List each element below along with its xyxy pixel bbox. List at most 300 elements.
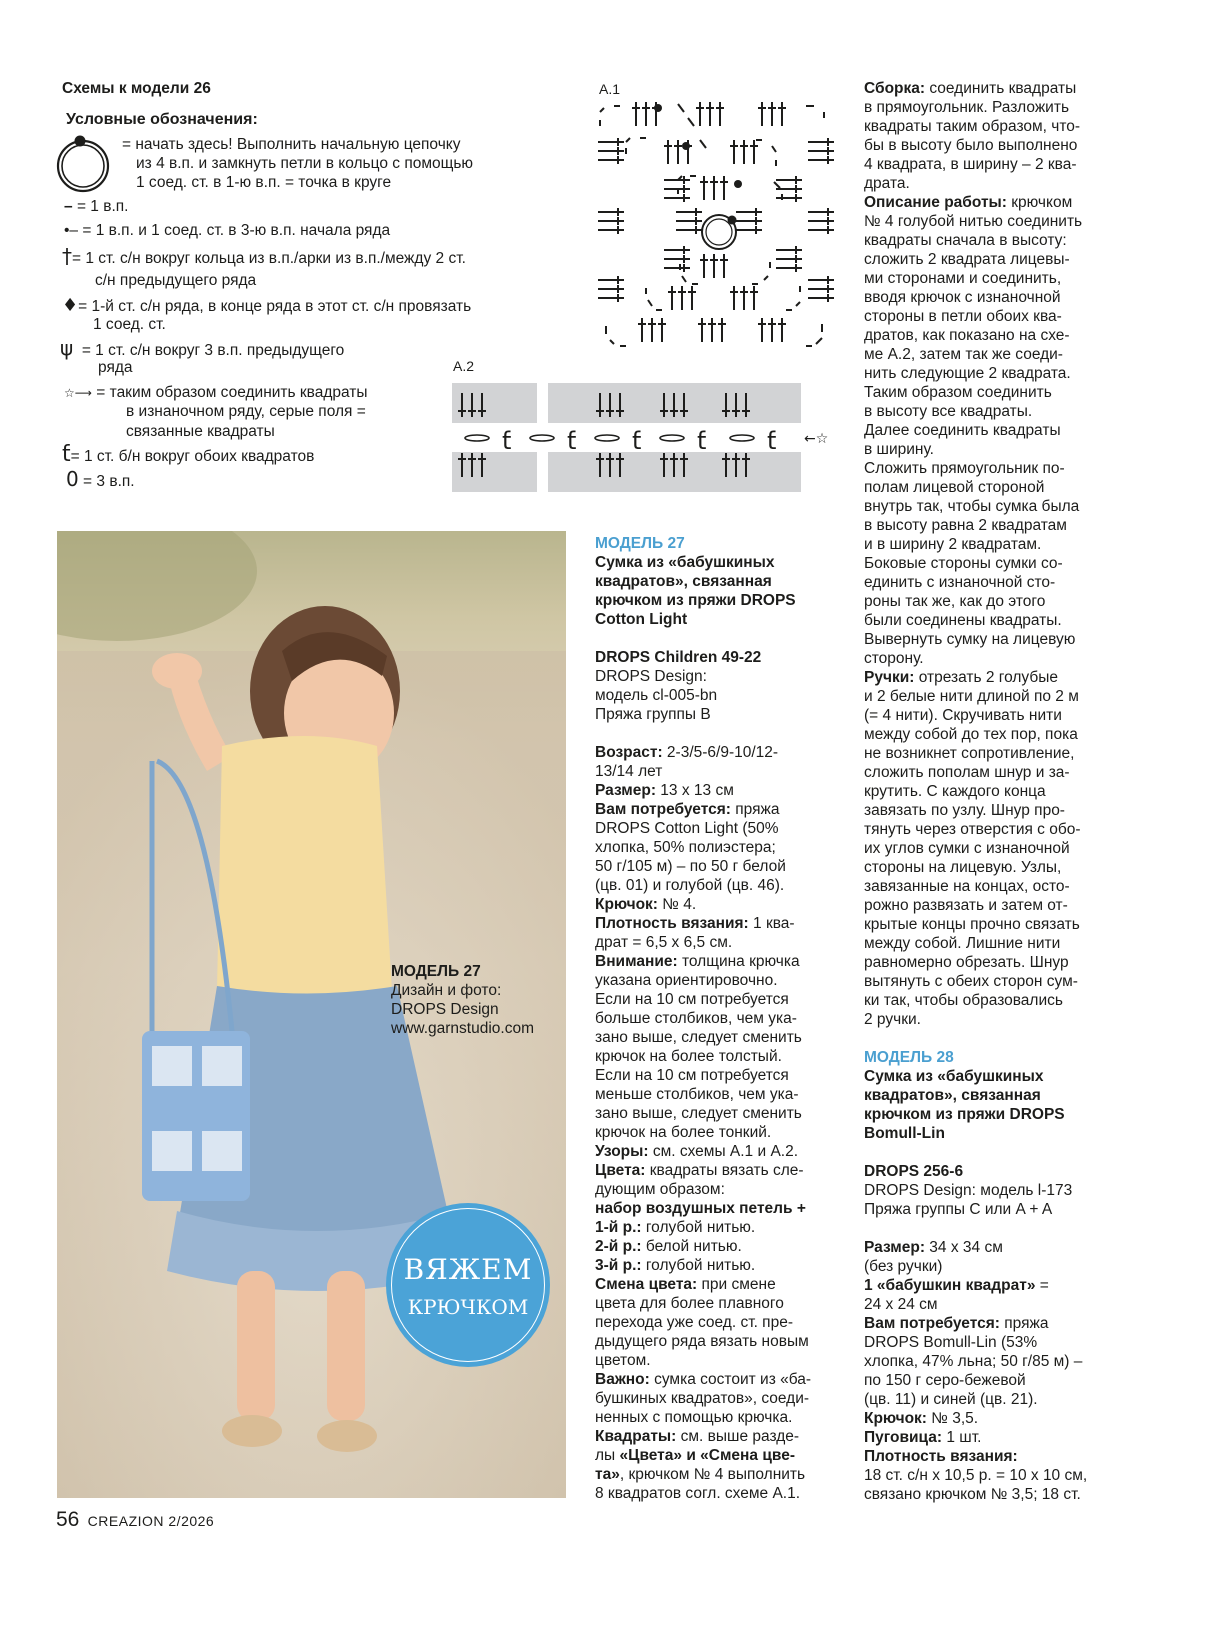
body-text: сложить 2 квадрата лицевы- [864,251,1070,268]
body-text: хлопка, 50% полиэстера; [595,839,776,856]
body-text: больше столбиков, чем ука- [595,1010,797,1027]
text-line [864,1029,1087,1048]
text-line [864,953,1087,972]
body-text: 4 квадрата, в ширину – 2 ква- [864,156,1077,173]
body-text: пряжа [730,801,780,818]
star-arrow-icon: ←☆ [804,431,829,447]
text-line [595,1389,811,1408]
body-text: Боковые стороны сумки со- [864,555,1063,572]
text-line [595,990,811,1009]
body-text: роны так же, как до этого [864,593,1046,610]
body-text: между собой. Лишние нити [864,935,1061,952]
text-line [595,800,811,819]
body-text: DROPS Cotton Light (50% [595,820,779,837]
bold-label: Узоры: [595,1143,649,1160]
chain-stitch [772,146,776,152]
text-line [864,345,1087,364]
bold-label: Размер: [595,782,656,799]
body-text: цвета для более плавного [595,1295,784,1312]
diagram-a1 [596,98,838,350]
text-line [864,269,1087,288]
body-text: (цв. 01) и голубой (цв. 46). [595,877,785,894]
body-text: крючок на более тонкий. [595,1124,772,1141]
text-line [595,1446,811,1465]
chain-stitch [678,104,684,112]
bold-label: Крючок: [595,896,658,913]
text-line [864,782,1087,801]
text-line [864,459,1087,478]
body-text: вытянуть с обеих сторон сум- [864,973,1078,990]
bold-label: Вам потребуется: [864,1315,1000,1332]
body-text: толщина крючка [677,953,800,970]
body-text: 18 ст. с/н x 10,5 р. = 10 x 10 см, [864,1467,1088,1484]
text-line [864,1276,1087,1295]
text-line [864,1371,1087,1390]
bold-label: набор воздушных петель + [595,1200,806,1217]
body-text: ми сторонами и соединить, [864,270,1062,287]
photo-caption-url: www.garnstudio.com [391,1020,535,1037]
bold-label: Плотность вязания: [595,915,749,932]
text-line [864,364,1087,383]
text-line [595,1256,811,1275]
body-text: завязать по узлу. Шнур про- [864,802,1065,819]
text-line [864,820,1087,839]
text-line [864,1447,1087,1466]
text-line [864,402,1087,421]
text-line [595,914,811,933]
three-chain-oval [530,435,554,441]
body-text: рожно развязать и затем от- [864,897,1068,914]
body-text: вводя крючок с изнаночной [864,289,1061,306]
bold-label: 1-й р.: [595,1219,642,1236]
bold-label: Внимание: [595,953,678,970]
text-line [595,1085,811,1104]
magazine-issue: CREAZION 2/2026 [87,1513,215,1529]
text-line [595,553,811,572]
body-text: дыдущего ряда вязать новым [595,1333,809,1350]
body-text: ме A.2, затем так же соеди- [864,346,1063,363]
text-line [595,781,811,800]
bold-label: Сумка из «бабушкиных [595,554,775,571]
text-line [864,383,1087,402]
badge-line-2: КРЮЧКОМ [407,1295,529,1319]
text-line [595,857,811,876]
photo-caption-model: МОДЕЛЬ 27 [391,963,481,980]
text-line [595,1104,811,1123]
text-line [864,1105,1087,1124]
bold-label: Важно: [595,1371,650,1388]
single-crochet-both-symbol: ƭ [567,427,577,455]
diagram-a2-label: A.2 [453,358,475,374]
text-line [864,1485,1087,1504]
single-crochet-both-symbol: ƭ [632,427,642,455]
text-line [864,801,1087,820]
text-line [595,1484,811,1503]
chain-stitch [610,340,614,344]
text-line [595,705,811,724]
body-text: драт = 6,5 x 6,5 см. [595,934,733,951]
body-text: ки так, чтобы образовались [864,992,1063,1009]
body-text: DROPS Bomull-Lin (53% [864,1334,1038,1351]
text-line [864,706,1087,725]
body-text: соединить квадраты [925,80,1077,97]
body-text: дующим образом: [595,1181,725,1198]
text-line [595,876,811,895]
chain-stitch [764,276,768,280]
body-text: голубой нитью. [641,1257,756,1274]
text-line [864,1333,1087,1352]
first-dc-dot [682,142,690,150]
text-line [595,952,811,971]
star-arrow-icon: ☆⟶ [64,386,92,400]
column-assembly-model-28 [864,79,1087,1504]
crochet-badge [386,1203,550,1367]
bold-label: Крючок: [864,1410,927,1427]
body-text: 8 квадратов согл. схеме A.1. [595,1485,801,1502]
bold-label: DROPS Children 49-22 [595,649,762,666]
text-line [864,1067,1087,1086]
body-text: № 3,5. [926,1410,979,1427]
chain-stitch [626,138,630,142]
text-line [595,1218,811,1237]
bold-label: Сборка: [864,80,926,97]
body-text: (без ручки) [864,1258,943,1275]
body-text: квадраты сначала в высоту: [864,232,1067,249]
body-text: в ширину. [864,441,934,458]
three-chain-oval [595,435,619,441]
body-text: их углов сумки с изнаночной [864,840,1070,857]
text-line [864,839,1087,858]
body-text: стороны в петли обоих ква- [864,308,1062,325]
bold-label: Квадраты: [595,1428,677,1445]
legend-first-dc-text-2: 1 соед. ст. [93,316,166,333]
body-text: см. выше разде- [676,1428,800,1445]
text-line [864,174,1087,193]
body-text: полам лицевой стороной [864,479,1045,496]
text-line [864,1200,1087,1219]
text-line [864,687,1087,706]
body-text: квадраты таким образом, что- [864,118,1081,135]
body-text: сторону. [864,650,924,667]
text-line [595,1294,811,1313]
bold-label: квадратов», связанная [864,1087,1041,1104]
text-line [864,1048,1087,1067]
text-line [864,193,1087,212]
bold-label: Ручки: [864,669,915,686]
body-text: ненных с помощью крючка. [595,1409,793,1426]
text-line [864,1352,1087,1371]
diagram-a2 [452,383,842,493]
text-line [595,838,811,857]
bold-label: Цвета: [595,1162,646,1179]
text-line [595,762,811,781]
text-line [864,1143,1087,1162]
text-line [864,155,1087,174]
text-line [595,1237,811,1256]
text-line [864,212,1087,231]
three-chain-oval [660,435,684,441]
body-text: пряжа [999,1315,1049,1332]
body-text: Если на 10 см потребуется [595,1067,789,1084]
text-line [864,535,1087,554]
body-text: Пряжа группы C или A + A [864,1201,1053,1218]
legend-ring-text-1: = начать здесь! Выполнить начальную цепочку [122,136,461,153]
body-text: тянуть через отверстия с обо- [864,821,1081,838]
photo-caption-line: Дизайн и фото: [391,982,502,999]
photo-caption-line: DROPS Design [391,1001,499,1018]
text-line [595,648,811,667]
text-line [595,933,811,952]
text-line [595,629,811,648]
body-text: (цв. 11) и синей (цв. 21). [864,1391,1038,1408]
chain-stitch [682,276,686,282]
body-text: не возникнет сопротивление, [864,745,1075,762]
chain-stitch [600,108,604,112]
chain-stitch [796,302,800,306]
body-text: указана ориентировочно. [595,972,778,989]
body-text: дратов, как показано на схе- [864,327,1070,344]
text-line [864,288,1087,307]
text-line [864,1010,1087,1029]
body-text: были соединены квадраты. [864,612,1062,629]
first-dc-icon: ♦ [62,295,79,316]
bold-label: «Цвета» и «Смена цве- [619,1447,795,1464]
body-text: 1 шт. [942,1429,982,1446]
text-line [595,819,811,838]
text-line [864,117,1087,136]
body-text: и в ширину 2 квадратам. [864,536,1042,553]
bold-label: квадратов», связанная [595,573,772,590]
text-line [864,668,1087,687]
chain-icon: – [64,198,73,215]
body-text: DROPS Design: модель l-173 [864,1182,1073,1199]
text-line [864,896,1087,915]
chain-stitch [648,300,652,306]
body-text: бушкиных квадратов», соеди- [595,1390,810,1407]
text-line [864,1086,1087,1105]
text-line [595,1142,811,1161]
legend-dc-text-1: = 1 ст. с/н вокруг кольца из в.п./арки из в.п./между 2 ст. [72,250,466,267]
legend-join-text-2: в изнаночном ряду, серые поля = [126,403,366,420]
text-line [864,972,1087,991]
body-text: бы в высоту было выполнено [864,137,1078,154]
single-crochet-both-symbol: ƭ [697,427,707,455]
bold-label: Описание работы: [864,194,1007,211]
legend-chain-text: = 1 в.п. [76,198,129,215]
text-line [864,326,1087,345]
body-text: сумка состоит из «ба- [649,1371,812,1388]
magic-ring-icon [55,133,113,193]
body-text: Таким образом соединить [864,384,1052,401]
body-text: сложить пополам шнур и за- [864,764,1070,781]
text-line [595,667,811,686]
legend-dc-around-text-1: = 1 ст. с/н вокруг 3 в.п. предыдущего [81,342,345,359]
text-line [864,1238,1087,1257]
text-line [864,98,1087,117]
body-text: 1 ква- [748,915,795,932]
body-text: , крючком № 4 выполнить [619,1466,806,1483]
bold-label: 1 «бабушкин квадрат» [864,1277,1036,1294]
body-text: крутить. С каждого конца [864,783,1046,800]
body-text: квадраты вязать сле- [645,1162,804,1179]
body-text: № 4 голубой нитью соединить [864,213,1083,230]
body-text: лы [595,1447,620,1464]
text-line [864,136,1087,155]
slip-dot [734,180,742,188]
text-line [595,591,811,610]
text-line [864,497,1087,516]
model-heading: МОДЕЛЬ 27 [595,535,685,552]
body-text: единить с изнаночной сто- [864,574,1056,591]
text-line [864,877,1087,896]
body-text: 2-3/5-6/9-10/12- [662,744,779,761]
text-line [864,1124,1087,1143]
legend-join-text-3: связанные квадраты [126,423,275,440]
three-chain-icon: 0 [66,467,79,491]
body-text: цветом. [595,1352,651,1369]
bold-label: крючком из пряжи DROPS [864,1106,1065,1123]
text-line [864,725,1087,744]
text-line [864,744,1087,763]
body-text: равномерно обрезать. Шнур [864,954,1069,971]
body-text: Сложить прямоугольник по- [864,460,1065,477]
body-text: хлопка, 47% льна; 50 г/85 м) – [864,1353,1083,1370]
text-line [595,1332,811,1351]
chain-stitch [688,118,694,126]
legend-ch3-text: = 3 в.п. [83,473,135,490]
badge-line-1: ВЯЖЕМ [403,1253,533,1286]
bold-label: Cotton Light [595,611,688,628]
model-heading: МОДЕЛЬ 28 [864,1049,954,1066]
legend-ring-text-2: из 4 в.п. и замкнуть петли в кольцо с помощью [136,155,474,172]
text-line [864,858,1087,877]
body-text: связано крючком № 3,5; 18 ст. [864,1486,1081,1503]
chain-stitch [816,338,822,344]
text-line [864,1257,1087,1276]
bold-label: Смена цвета: [595,1276,698,1293]
start-point [728,216,737,225]
three-chain-oval [730,435,754,441]
text-line [595,1370,811,1389]
legend-ring-text-3: 1 соед. ст. в 1-ю в.п. = точка в круге [136,174,392,191]
text-line [595,572,811,591]
text-line [864,1466,1087,1485]
bold-label: крючком из пряжи DROPS [595,592,796,609]
body-text: 34 x 34 см [924,1239,1003,1256]
text-line [864,516,1087,535]
text-line [864,573,1087,592]
text-line [595,1009,811,1028]
text-line [595,1408,811,1427]
body-text: 2 ручки. [864,1011,921,1028]
body-text: Далее соединить квадраты [864,422,1061,439]
body-text: в высоту равна 2 квадратам [864,517,1067,534]
chain-stitch [700,140,706,148]
text-line [595,1275,811,1294]
body-text: отрезать 2 голубые [914,669,1058,686]
body-text: 13/14 лет [595,763,663,780]
body-text: в прямоугольник. Разложить [864,99,1070,116]
body-text: Если на 10 см потребуется [595,991,789,1008]
text-line [864,991,1087,1010]
body-text: завязанные на концах, осто- [864,878,1070,895]
legend-dc-text-2: с/н предыдущего ряда [95,272,257,289]
body-text: крючок на более толстый. [595,1048,782,1065]
body-text: по 150 г серо-бежевой [864,1372,1026,1389]
text-line [864,611,1087,630]
text-line [595,724,811,743]
text-line [595,1465,811,1484]
bold-label: DROPS 256-6 [864,1163,964,1180]
text-line [864,440,1087,459]
body-text: перехода уже соед. ст. пре- [595,1314,793,1331]
bold-label: Bomull-Lin [864,1125,945,1142]
body-text: зано выше, следует сменить [595,1105,802,1122]
body-text: = [1035,1277,1049,1294]
text-line [595,895,811,914]
single-crochet-both-symbol: ƭ [767,427,777,455]
body-text: драта. [864,175,910,192]
legend-sc-text: = 1 ст. б/н вокруг обоих квадратов [70,448,315,465]
column-model-27 [595,534,811,1503]
text-line [864,1314,1087,1333]
text-line [864,79,1087,98]
text-line [864,649,1087,668]
schemes-title: Схемы к модели 26 [62,80,211,97]
body-text: № 4. [657,896,697,913]
text-line [864,1428,1087,1447]
body-text: меньше столбиков, чем ука- [595,1086,799,1103]
text-line [864,1181,1087,1200]
first-dc-dot [654,104,662,112]
bold-label: 2-й р.: [595,1238,642,1255]
bold-label: Возраст: [595,744,663,761]
dc-around-chain-icon: ψ [60,336,74,360]
body-text: между собой до тех пор, пока [864,726,1078,743]
legend-join-text-1: = таким образом соединить квадраты [96,384,368,401]
text-line [864,915,1087,934]
text-line [595,686,811,705]
text-line [864,934,1087,953]
double-crochet-icon: † [62,244,72,268]
body-text: и 2 белые нити длиной по 2 м [864,688,1079,705]
text-line [595,1161,811,1180]
legend-slip-text: = 1 в.п. и 1 соед. ст. в 3-ю в.п. начала ряда [82,222,391,239]
text-line [595,1427,811,1446]
text-line [864,592,1087,611]
text-line [595,1351,811,1370]
page-number: 56 [56,1508,80,1531]
text-line [864,307,1087,326]
body-text: модель cl-005-bn [595,687,718,704]
text-line [864,478,1087,497]
text-line [595,743,811,762]
bold-label: та» [595,1466,620,1483]
three-chain-oval [465,435,489,441]
bold-label: Размер: [864,1239,925,1256]
body-text: DROPS Design: [595,668,707,685]
single-crochet-both-symbol: ƭ [502,427,512,455]
single-crochet-both-icon: ƭ [62,442,71,467]
body-text: нить следующие 2 квадрата. [864,365,1071,382]
text-line [595,1028,811,1047]
body-text: стороны на лицевую. Узлы, [864,859,1062,876]
magic-ring [706,219,732,245]
body-text: см. схемы A.1 и A.2. [648,1143,799,1160]
text-line [864,763,1087,782]
text-line [595,1047,811,1066]
body-text: в высоту все квадраты. [864,403,1033,420]
